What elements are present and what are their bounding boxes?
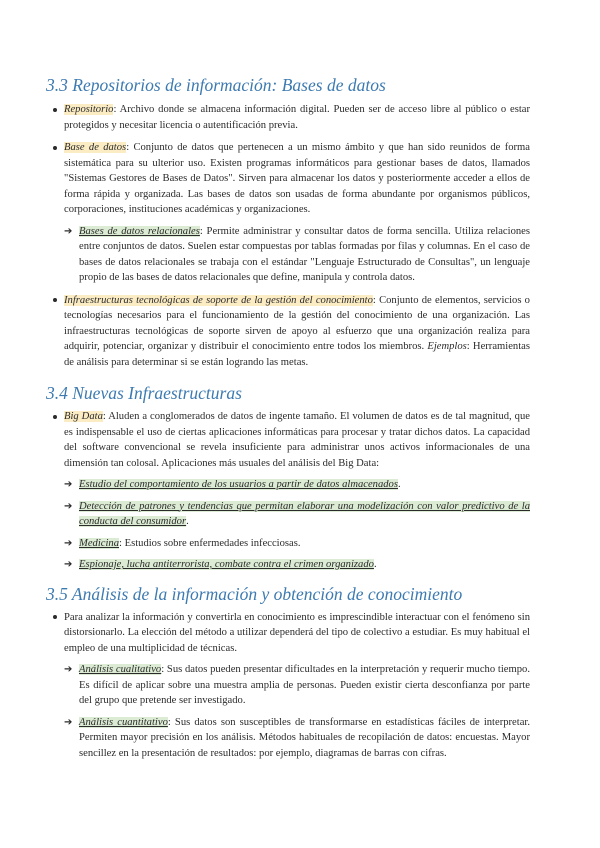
section-title-3-5: 3.5 Análisis de la información y obtención de conocimiento — [46, 583, 463, 604]
bullet-dot-icon — [53, 298, 57, 302]
sub-text-deteccion: . — [186, 516, 189, 527]
definition-big-data: : Aluden a conglomerados de datos de ingente tamaño. El volumen de datos es de tal magnitud, que es indispensable el uso de ciertas aplicaciones informáticas para procesar y tratar dichos datos. La capacidad del software convencional se revela insuficiente para administrar unos activos informacionales de una dimensión tan colosal. Aplicaciones más usuales del análisis del Big Data: — [64, 411, 530, 469]
term-base-de-datos: Base de datos — [64, 142, 127, 153]
definition-bases-relacionales: : Permite administrar y consultar datos de forma sencilla. Utiliza relaciones entre conjuntos de datos. Suelen estar compuestas por tablas formadas por filas y columnas. En el caso de bases de datos relacionales se trabaja con el estándar "Lenguaje Estructurado de Consultas", un lenguaje propio de las bases de datos relacionales que define, manipula y controla datos. — [79, 225, 530, 283]
term-espionaje: Espionaje, lucha antiterrorista, combate contra el crimen organizado — [79, 559, 374, 570]
bullet-infraestructuras — [46, 293, 530, 371]
sub-list-analisis — [64, 662, 530, 761]
term-cuantitativo: Análisis cuantitativo — [79, 716, 168, 728]
term-big-data: Big Data — [64, 411, 103, 422]
bullet-dot-icon — [53, 146, 57, 150]
term-medicina: Medicina — [79, 537, 120, 549]
definition-repositorio: : Archivo donde se almacena información digital. Pueden ser de acceso libre al público o estar protegidos y necesitar licencia o autentificación previa. — [64, 104, 530, 131]
term-cualitativo: Análisis cualitativo — [79, 664, 162, 675]
term-repositorio: Repositorio — [64, 104, 114, 115]
sub-item-espionaje — [64, 557, 530, 573]
bullet-list-3-5 — [46, 610, 530, 762]
bullet-list-3-4 — [46, 409, 530, 573]
bullet-analisis-intro — [46, 610, 530, 762]
sub-list-base-de-datos — [64, 224, 530, 286]
arrow-right-icon: ➔ — [64, 500, 73, 512]
definition-infraestructuras: : Conjunto de elementos, servicios o tecnologías necesarios para el funcionamiento de la gestión del conocimiento de una organización. Las infraestructuras tecnológicas de soporte sirven de apoyo al esfuerzo que una organización realiza para adquirir, potenciar, organizar y distribuir el conocimiento entre todos los miembros. — [64, 294, 530, 352]
paragraph-analisis-intro: Para analizar la información y convertirla en conocimiento es imprescindible interactuar con el fenómeno sin distorsionarlo. La elección del método a utilizar dependerá del tipo de colectivo a estudiar. Es muy habitual el empleo de una multiplicidad de técnicas. — [64, 611, 530, 654]
bullet-dot-icon — [53, 615, 57, 619]
section-title-3-3: 3.3 Repositorios de información: Bases de datos — [46, 75, 386, 95]
arrow-right-icon: ➔ — [64, 479, 73, 490]
example-text: : Herramientas de análisis para determinar si se están logrando las metas. — [64, 341, 530, 368]
page-content — [46, 74, 530, 768]
sub-item-cualitativo — [64, 662, 530, 709]
arrow-right-icon: ➔ — [64, 559, 73, 570]
sub-list-big-data — [64, 477, 530, 573]
term-estudio: Estudio del comportamiento de los usuarios a partir de datos almacenados — [79, 479, 398, 490]
sub-item-medicina — [64, 536, 530, 552]
definition-cuantitativo: : Sus datos son susceptibles de transformarse en estadísticas fáciles de interpretar. Permiten mayor precisión en los análisis. Métodos habituales de recopilación de datos: encuestas. Mayor sencillez en la presentación de resultados: por ejemplo, diagramas de barras con cifras. — [79, 716, 530, 759]
term-infraestructuras: Infraestructuras tecnológicas de soporte de la gestión del conocimiento — [64, 294, 373, 306]
sub-item-cuantitativo — [64, 715, 530, 762]
sub-text-espionaje: . — [373, 559, 377, 570]
bullet-repositorio — [46, 102, 530, 133]
bullet-base-de-datos — [46, 140, 530, 286]
sub-text-medicina: : Estudios sobre enfermedades infecciosas. — [119, 537, 301, 549]
term-deteccion: Detección de patrones y tendencias que permitan elaborar una modelización con valor predictivo de la conducta del consumidor — [79, 500, 530, 527]
definition-cualitativo: : Sus datos pueden presentar dificultades en la interpretación y requerir mucho tiempo. Es difícil de aplicar sobre una muestra amplia de personas. Pueden existir cierta desconfianza por parte del grupo que pretende ser investigado. — [79, 664, 530, 706]
definition-base-de-datos: : Conjunto de datos que pertenecen a un mismo ámbito y que han sido reunidos de forma sistemática para su ulterior uso. Existen programas informáticos para gestionar bases de datos, llamados "Sistemas Gestores de Bases de Datos". Sirven para almacenar los datos y posteriormente acceder a ellos de forma rápida y organizada. Las bases de datos son usadas de forma abundante por organismos públicos, corporaciones, instituciones académicas y organizaciones. — [64, 142, 530, 215]
bullet-dot-icon — [53, 108, 57, 112]
bullet-list-3-3 — [46, 102, 530, 370]
sub-item-deteccion — [64, 499, 530, 530]
bullet-big-data — [46, 409, 530, 573]
term-bases-relacionales: Bases de datos relacionales — [79, 225, 200, 237]
sub-text-estudio: . — [397, 479, 401, 490]
section-title-3-4: 3.4 Nuevas Infraestructuras — [46, 383, 242, 403]
example-label: Ejemplos — [427, 341, 467, 352]
arrow-right-icon: ➔ — [64, 664, 73, 675]
sub-item-bases-relacionales — [64, 224, 530, 286]
bullet-dot-icon — [53, 415, 57, 419]
arrow-right-icon: ➔ — [64, 225, 73, 237]
arrow-right-icon: ➔ — [64, 537, 73, 549]
arrow-right-icon: ➔ — [64, 716, 73, 728]
sub-item-estudio — [64, 477, 530, 493]
